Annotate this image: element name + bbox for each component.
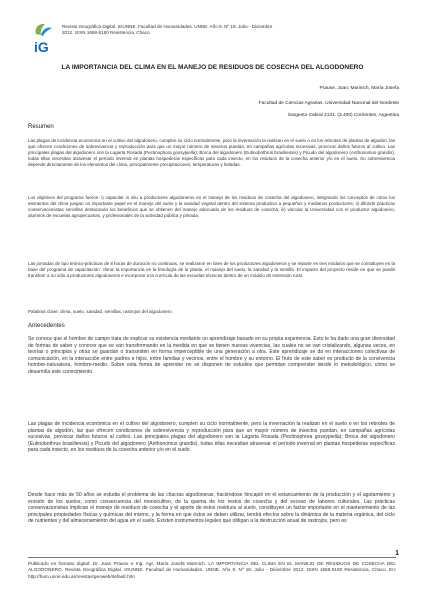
journal-header <box>34 24 402 58</box>
resumen-paragraph-2: Los objetivos del programa fueron: i) capacitar in situ a productores algodoneros en el manejo de los residuos de cosecha del algodonero, integrando los conceptos de cómo los elementos del clima juegan un importante papel en el manejo del suelo y la sanidad vegetal dentro del sistema productivo a pequeños y medianos productores; ii) difundir prácticas conservacionistas sencillas destacando los beneficios que se obtienen del manejo adecuado de los residuos de cosecha; iii) vincular la Universidad con el productor algodonero, alumnos de escuelas agropecuarias, y profesionales de la actividad pública y privada. <box>28 195 395 218</box>
keywords: Palabras clave: clima, suelo, sanidad, semillas, rastrojos del algodonero. <box>28 309 173 314</box>
faculty: Facultad de Ciencias Agrarias. Universidad Nacional del Nordeste <box>258 101 399 106</box>
antecedentes-paragraph-2: Las plagas de incidencia económica en el cultivo del algodonero, cumplen su ciclo normalmente, pero la invernación la realizan en el suelo o en los rebrotes de plantas de algodón, las que ofrecen condiciones de sobrevivencia y reproducción para que un mayor número de insectos puedan, en campañas agrícolas sucesivas, provocar daños futuros al cultivo. Las principales plagas del algodonero son la Lagarta Rosada (Pectinophora gossypiella); Broca del algodonero (Eutinobothrus brasiliensis) y Picudo del algodonero (Anthonomus grandis), todas ellas necesitan atravesar el período invernal en plantas hospederas específicas para cada insecto, en los residuos de la cosecha anterior y/o en el suelo. <box>28 421 395 454</box>
address: Sargento Cabral 2131. (3.400) Corrientes, Argentina <box>287 113 399 118</box>
section-heading-antecedentes: Antecedentes <box>28 323 65 329</box>
section-heading-resumen: Resumen <box>28 124 54 130</box>
article-title: LA IMPORTANCIA DEL CLIMA EN EL MANEJO DE RESIDUOS DE COSECHA DEL ALGODONERO <box>61 64 364 71</box>
page-number: 1 <box>395 550 399 557</box>
antecedentes-paragraph-3: Desde hace más de 50 años se estudia el problema de las chacras algodoneras, haciéndose hincapié en el estancamiento de la producción y el agotamiento y erosión de los suelos, como consecuencia del monocultivo, de la quema de los restos de cosecha y del exceso de labores culturales. Las prácticas conservacionistas implican el manejo de residuos de cosecha y el aporte de éstos residuos al suelo, constituyen un factor importante en el mantenimiento de las principales propiedades físicas y químicas del mismo, y la forma en que éstos se deben utilizar, tendrá efectos sobre la dinámica de la materia orgánica, del ciclo de nutrientes y del almacenamiento del agua en el suelo. Existen instrumentos legales que obligan a la destrucción anual de rastrojos, pero es <box>28 492 395 525</box>
resumen-paragraph-1: Las plagas de incidencia económica en el cultivo del algodonero, cumplen su ciclo normalmente, pero la invernación la realizan en el suelo o en los rebrotes de plantas de algodón, las que ofrecen condiciones de sobrevivencia y reproducción para que un mayor número de insectos puedan, en campañas agrícolas sucesivas, provocar daños futuros al cultivo. Las principales plagas del algodonero son la Lagarta Rosada (Pectinophora gossypiella); Broca del algodonero (Eutinobothrus brasiliensis) y Picudo del algodonero (Anthonomus grandis), todas ellas necesitan atravesar el período invernal en plantas hospederas específicas para cada insecto, en los residuos de la cosecha anterior y/o en el suelo. Su sobrevivencia depende directamente de los elementos del clima, principalmente precipitaciones, temperaturas y heladas. <box>28 138 395 167</box>
citation-footer: Publicado en formato digital: Dr. Juan Prause e Ing. Agr. María Josefa Marinich. LA IMPORTANCIA DEL CLIMA EN EL MANEJO DE RESIDUOS DE COSECHA DEL ALGODONERO. Revista Geográfica Digital. IGUNNE. Facultad de Humanidades. UNNE. Año 9. Nº 18. Julio - Diciembre 2012. ISSN 1668-5180 Resistencia, Chaco. En: http://hum.unne.edu.ar/revistas/geoweb/default.htm <box>28 561 396 579</box>
antecedentes-paragraph-1: Se conoce que el hombre de campo trata de explicar su existencia mediante un aprendizaje basado en su propia experiencia. Esto le ha dado una gran diversidad de formas de saber y conocer que se van transformando en la medida en que se tienen nuevas vivencias, las cuales no se van cristalizando, algunas veces, en teorías o principios y otras se guardan o transmiten en forma imperceptible de una generación a otra. Este aprendizaje se da en interacciones colectivas de comunicación, en la interacción entre padres e hijos, entre familias y vecinos, entre el hombre y su entorno. El fruto de este saber es producto de la convivencia hombre-naturaleza, hombre-medio. Sobre esta forma de aprender no se disponen de estudios que permitan comprender desde lo metodológico, cómo se desarrolla este conocimiento. <box>28 336 395 375</box>
footer-divider <box>28 557 396 558</box>
authors: Prause, Juan; Marinich, María Josefa <box>319 86 399 91</box>
logo-text: iG <box>34 39 49 55</box>
journal-line-2: 2012. ISSN 1668-5180 Resistencia, Chaco <box>62 30 150 36</box>
resumen-paragraph-3: Las jornadas de tipo teórico-prácticas de 8 horas de duración no continuas, se realizaron en lotes de los productores algodoneros y se reparte en tres módulos que se constituyen en la base del programa de capacitación: clima: la importancia en la fenología de la planta, el manejo del suelo, la sanidad y la semilla. El impacto del proyecto reside en que se puede transferir a no sólo a productores algodoneros e incorporar a la currícula de las escuelas técnicas dentro de un módulo de extensión rural. <box>28 261 395 278</box>
journal-line-1: Revista Geográfica Digital. IGUNNE. Facultad de Humanidades. UNNE. Año 9. Nº 18. Julio - Diciembre <box>62 24 273 29</box>
journal-logo <box>32 22 58 56</box>
